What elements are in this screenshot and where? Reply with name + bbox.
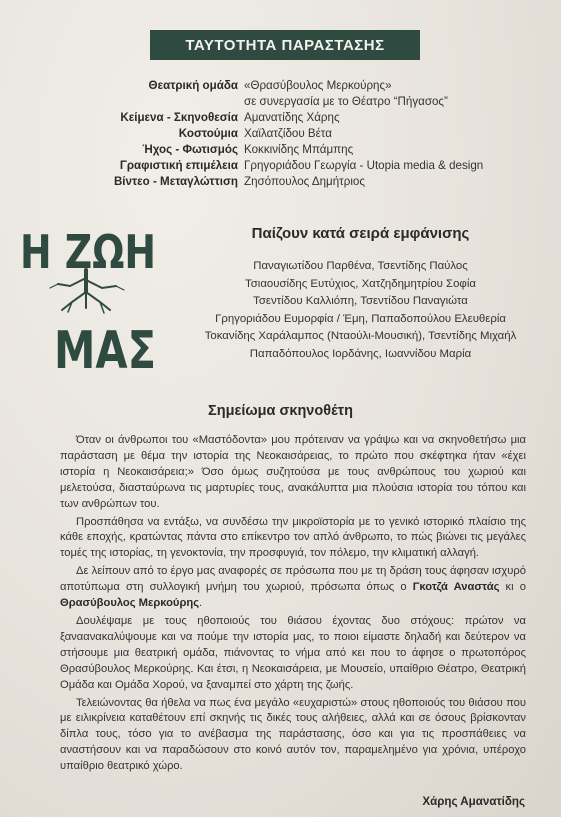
show-title-logo [12,218,162,381]
cast-heading: Παίζουν κατά σειρά εμφάνισης [251,225,470,242]
credit-role: Βίντεο - Μεταγλώττιση [113,175,238,188]
note-name-bold: Γκοτζά Αναστάς [412,581,500,594]
cast-line: Παπαδόπουλος Ιορδάνης, Ιωαννίδου Μαρία [249,347,472,360]
note-paragraph: Δουλέψαμε με τους ηθοποιούς του θιάσου έχοντας δυο στόχους: πρώτον να ξαναανακαλύψουμε και να πούμε την ιστορία μας, το ποιοι είμαστε δηλαδή και δεύτερον να στήσουμε μια θεατρική ομάδα, πιάνοντας το νήμα από κει που το άφησε ο πρωτοπόρος Θρασύβουλος Μερκούρης. Και έτσι, η Νεοκαισάρεια, με Μουσείο, υπαίθριο Θέατρο, Θεατρική Ομάδα και Ομάδα Χορού, να ξαναμπεί στο χάρτη της ζωής. [60,614,526,691]
credit-role: Κείμενα - Σκηνοθεσία [120,111,238,124]
credit-row [0,94,561,110]
credit-value: Χαϊλατζίδου Βέτα [244,127,332,140]
credit-value: Κοκκινίδης Μπάμπης [244,143,354,156]
note-text: κι ο [499,581,526,594]
cast-line: Τοκανίδης Χαράλαμπος (Νταούλι-Μουσική), Τσεντίδης Μιχαήλ [204,330,517,342]
credit-value: Αμανατίδης Χάρης [244,111,340,124]
credits-list [0,78,561,190]
note-paragraph: Όταν οι άνθρωποι του «Μαστόδοντα» μου πρότειναν να γράψω και να σκηνοθετήσω μια παράσταση με θέμα την ιστορία της Νεοκαισάρειας, το πρώτο που σκέφτηκα ήταν «έχει ιστορία η Νεοκαισάρεια;» Όσο όμως συζητούσα με τους ανθρώπους του χωριού και μελετούσα, διασταύρωνα τις μαρτυρίες τους, ανακάλυπτα μια πλούσια ιστορία του τόπου και των ανθρώπων του. [60,434,526,510]
credit-row [0,110,561,126]
credit-row [0,126,561,142]
note-paragraph [60,564,526,612]
credit-value: Γρηγοριάδου Γεωργία - Utopia media & design [244,159,484,172]
credit-row [0,158,561,174]
note-paragraph: Προσπάθησα να εντάξω, να συνδέσω την μικροϊστορία με το γενικό ιστορικό πλαίσιο της κάθε εποχής, κρατώντας πάντα στο επίκεντρο τον απλό άνθρωπο, το πώς βιώνει τις μεγάλες τομές της ιστορίας, τη γενοκτονία, την προσφυγιά, τον πόλεμο, την κλιματική αλλαγή. [60,515,526,560]
cast-line: Γρηγοριάδου Ευμορφία / Έμη, Παπαδοπούλου Ελευθερία [215,312,506,325]
director-note-body [60,433,526,777]
director-note-heading: Σημείωμα σκηνοθέτη [208,403,353,419]
credit-role: Θεατρική ομάδα [148,79,238,92]
cast-line: Παναγιωτίδου Παρθένα, Τσεντίδης Παύλος [253,260,468,272]
credit-value: σε συνεργασία με το Θέατρο “Πήγασος” [244,95,448,108]
credit-role: Κοστούμια [178,127,238,140]
credit-row [0,142,561,158]
logo-line-1: Η ΖΩΗ [20,225,156,279]
director-signature: Χάρης Αμανατίδης [422,795,525,808]
title-banner [150,30,420,60]
cast-list [168,258,553,363]
credit-role: Ήχος - Φωτισμός [142,143,238,156]
credit-role [0,94,244,110]
credit-row [0,78,561,94]
banner-title: ΤΑΥΤΟΤΗΤΑ ΠΑΡΑΣΤΑΣΗΣ [185,36,385,54]
note-text: . [199,597,203,610]
credit-value: «Θρασύβουλος Μερκούρης» [244,79,392,92]
credit-role: Γραφιστική επιμέλεια [119,159,238,172]
logo-line-2: ΜΑΣ [54,321,156,381]
note-paragraph: Τελειώνοντας θα ήθελα να πως ένα μεγάλο «ευχαριστώ» στους ηθοποιούς του θιάσου που με ειλικρίνεια καταθέτουν επί σκηνής τις δικές τους αλήθειες, αλλά και σε όσους βρίσκονταν δίπλα τους, τόσο για το ανέβασμα της παράστασης, όσο και για τις προσπάθειες να αναστήσουν και να παραδώσουν στο κοινό αυτόν τον, παραμελημένο για χρόνια, υπέροχο υπαίθριο θεατρικό χώρο. [60,696,526,773]
cast-line: Τσεντίδου Καλλιόπη, Τσεντίδου Παναγιώτα [253,295,468,307]
note-name-bold: Θρασύβουλος Μερκούρης [60,597,200,610]
note-text: Δε λείπουν από το έργο μας αναφορές σε πρόσωπα που με τη δράση τους άφησαν ισχυρό αποτύπωμα στη συλλογική μνήμη του χωριού, πρόσωπα όπως ο [60,565,526,594]
cast-line: Τσιαουσίδης Ευτύχιος, Χατζηδημητρίου Σοφία [245,277,476,290]
credit-value: Ζησόπουλος Δημήτριος [244,175,365,188]
credit-row [0,174,561,190]
